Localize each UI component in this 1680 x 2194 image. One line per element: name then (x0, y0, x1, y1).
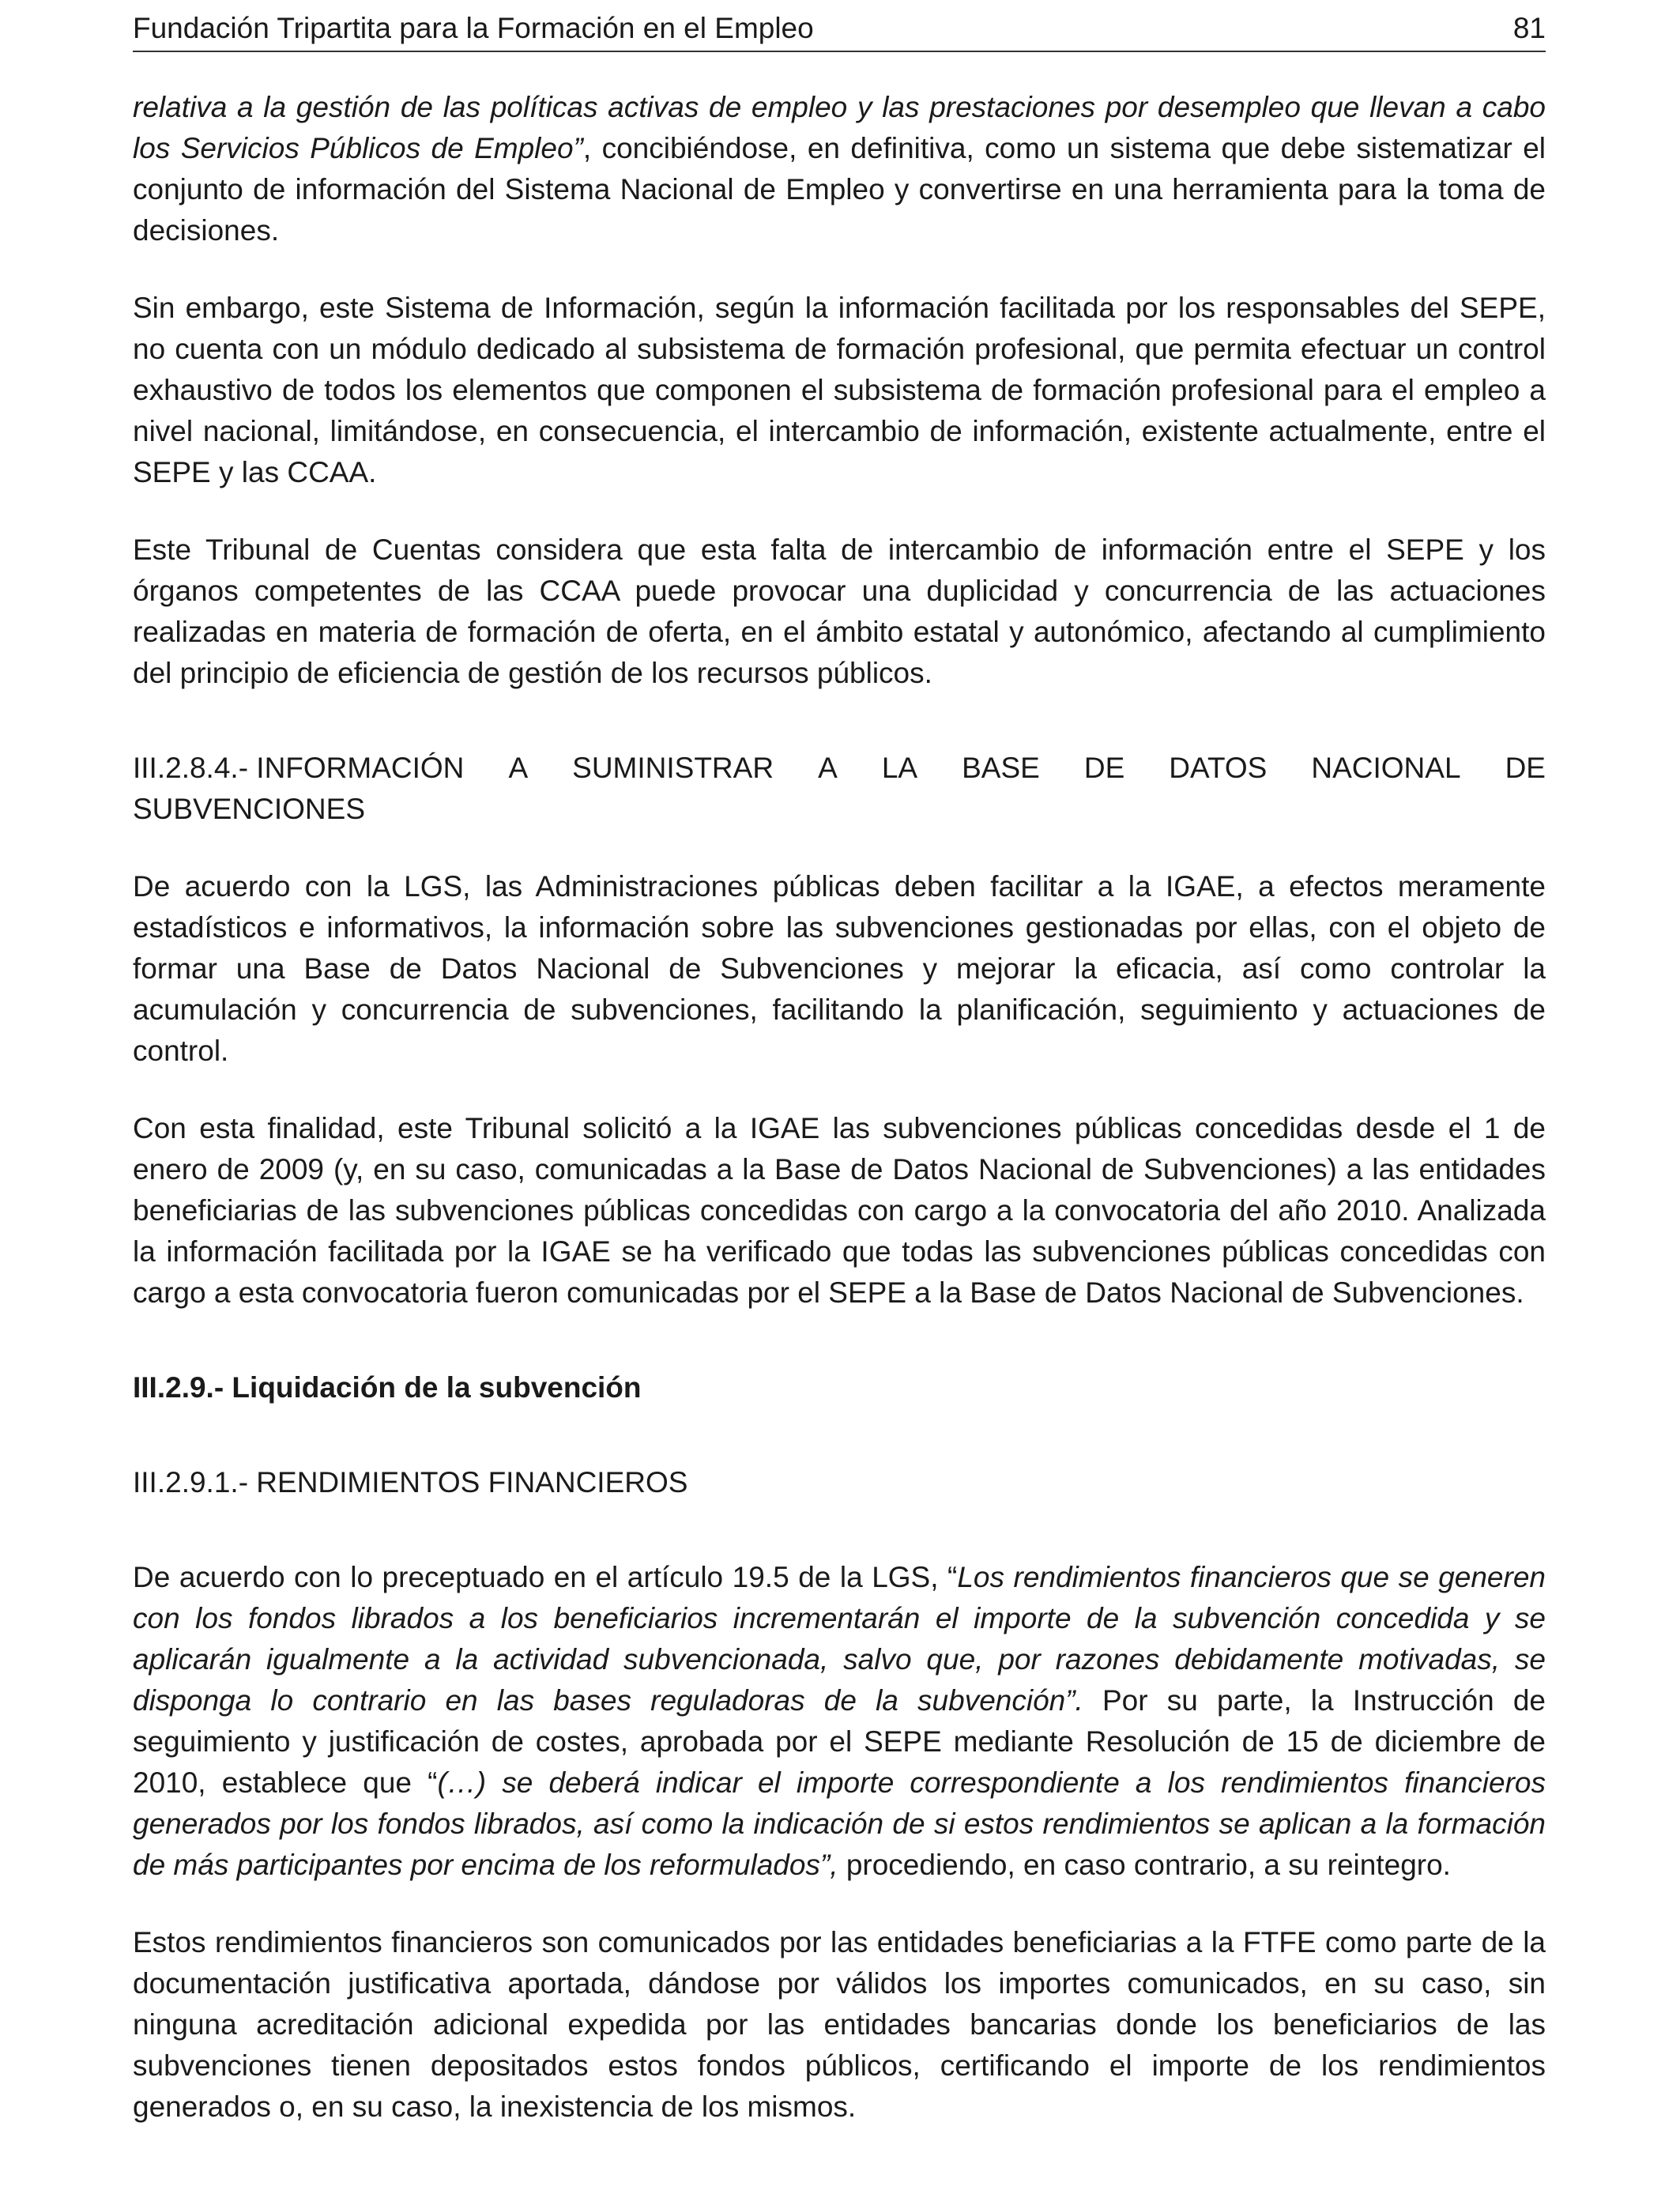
paragraph-6-quote-1: Los rendimientos financieros que se generen con los fondos librados a los beneficiarios incrementarán el importe de la subvención concedida y se aplicarán igualmente a la actividad subvencionada, salvo que, por razones debidamente motivadas, se disponga lo contrario en las bases reguladoras de la subvención”. (133, 1561, 1546, 1717)
page-header (133, 6, 1546, 52)
section-heading-iii-2-8-4 (133, 748, 1546, 830)
paragraph-7: Estos rendimientos financieros son comunicados por las entidades beneficiarias a la FTFE como parte de la documentación justificativa aportada, dándose por válidos los importes comunicados, en su caso, sin ninguna acreditación adicional expedida por las entidades bancarias donde los beneficiarios de las subvenciones tienen depositados estos fondos públicos, certificando el importe de los rendimientos generados o, en su caso, la inexistencia de los mismos. (133, 1926, 1546, 2123)
paragraph-3: Este Tribunal de Cuentas considera que esta falta de intercambio de información entre el SEPE y los órganos competentes de las CCAA puede provocar una duplicidad y concurrencia de las actuaciones realizadas en materia de formación de oferta, en el ámbito estatal y autonómico, afectando al cumplimiento del principio de eficiencia de gestión de los recursos públicos. (133, 533, 1546, 689)
heading-word-1: III.2.8.4.- INFORMACIÓN (133, 752, 465, 784)
header-title: Fundación Tripartita para la Formación en el Empleo (133, 12, 814, 44)
page-number: 81 (1512, 12, 1546, 44)
section-heading-iii-2-9-1: III.2.9.1.- RENDIMIENTOS FINANCIEROS (133, 1466, 688, 1498)
document-body (133, 87, 1546, 2128)
heading-word-7: DE (1083, 752, 1125, 784)
paragraph-2: Sin embargo, este Sistema de Información, según la información facilitada por los responsables del SEPE, no cuenta con un módulo dedicado al subsistema de formación profesional, que permita efectuar un control exhaustivo de todos los elementos que componen el subsistema de formación profesional para el empleo a nivel nacional, limitándose, en consecuencia, el intercambio de información, existente actualmente, entre el SEPE y las CCAA. (133, 292, 1546, 488)
paragraph-1-text: , concibiéndose, en definitiva, como un sistema que debe sistematizar el conjunto de información del Sistema Nacional de Empleo y convertirse en una herramienta para la toma de decisiones. (133, 132, 1546, 247)
heading-word-6: BASE (962, 752, 1040, 784)
heading-word-10: DE (1505, 752, 1546, 784)
paragraph-1 (133, 87, 1546, 251)
paragraph-5: Con esta finalidad, este Tribunal solicitó a la IGAE las subvenciones públicas concedidas desde el 1 de enero de 2009 (y, en su caso, comunicadas a la Base de Datos Nacional de Subvenciones) a las entidades beneficiarias de las subvenciones públicas concedidas con cargo a la convocatoria del año 2010. Analizada la información facilitada por la IGAE se ha verificado que todas las subvenciones públicas concedidas con cargo a esta convocatoria fueron comunicadas por el SEPE a la Base de Datos Nacional de Subvenciones. (133, 1112, 1546, 1309)
section-heading-line-2: SUBVENCIONES (133, 793, 366, 825)
heading-word-5: LA (881, 752, 918, 784)
heading-word-8: DATOS (1169, 752, 1268, 784)
paragraph-4: De acuerdo con la LGS, las Administraciones públicas deben facilitar a la IGAE, a efectos meramente estadísticos e informativos, la información sobre las subvenciones gestionadas por ellas, con el objeto de formar una Base de Datos Nacional de Subvenciones y mejorar la eficacia, así como controlar la acumulación y concurrencia de subvenciones, facilitando la planificación, seguimiento y actuaciones de control. (133, 870, 1546, 1067)
paragraph-6-text-3: procediendo, en caso contrario, a su reintegro. (838, 1849, 1451, 1881)
paragraph-6-text-1: De acuerdo con lo preceptuado en el artículo 19.5 de la LGS, “ (133, 1561, 958, 1593)
paragraph-1-italic: relativa a la gestión de las políticas activas de empleo y las prestaciones por desempleo que llevan a cabo los Servicios Públicos de Empleo” (133, 91, 1546, 164)
section-heading-line-1 (133, 748, 1546, 789)
heading-word-4: A (818, 752, 838, 784)
heading-word-9: NACIONAL (1311, 752, 1461, 784)
paragraph-6-text-2: Por su parte, la Instrucción de seguimiento y justificación de costes, aprobada por el SEPE mediante Resolución de 15 de diciembre de 2010, establece que “ (133, 1684, 1546, 1799)
paragraph-6 (133, 1557, 1546, 1886)
section-heading-iii-2-9: III.2.9.- Liquidación de la subvención (133, 1371, 642, 1404)
paragraph-6-quote-2: (…) se deberá indicar el importe correspondiente a los rendimientos financieros generados por los fondos librados, así como la indicación de si estos rendimientos se aplican a la formación de más participantes por encima de los reformulados”, (133, 1766, 1546, 1881)
heading-word-2: A (508, 752, 529, 784)
heading-word-3: SUMINISTRAR (572, 752, 774, 784)
